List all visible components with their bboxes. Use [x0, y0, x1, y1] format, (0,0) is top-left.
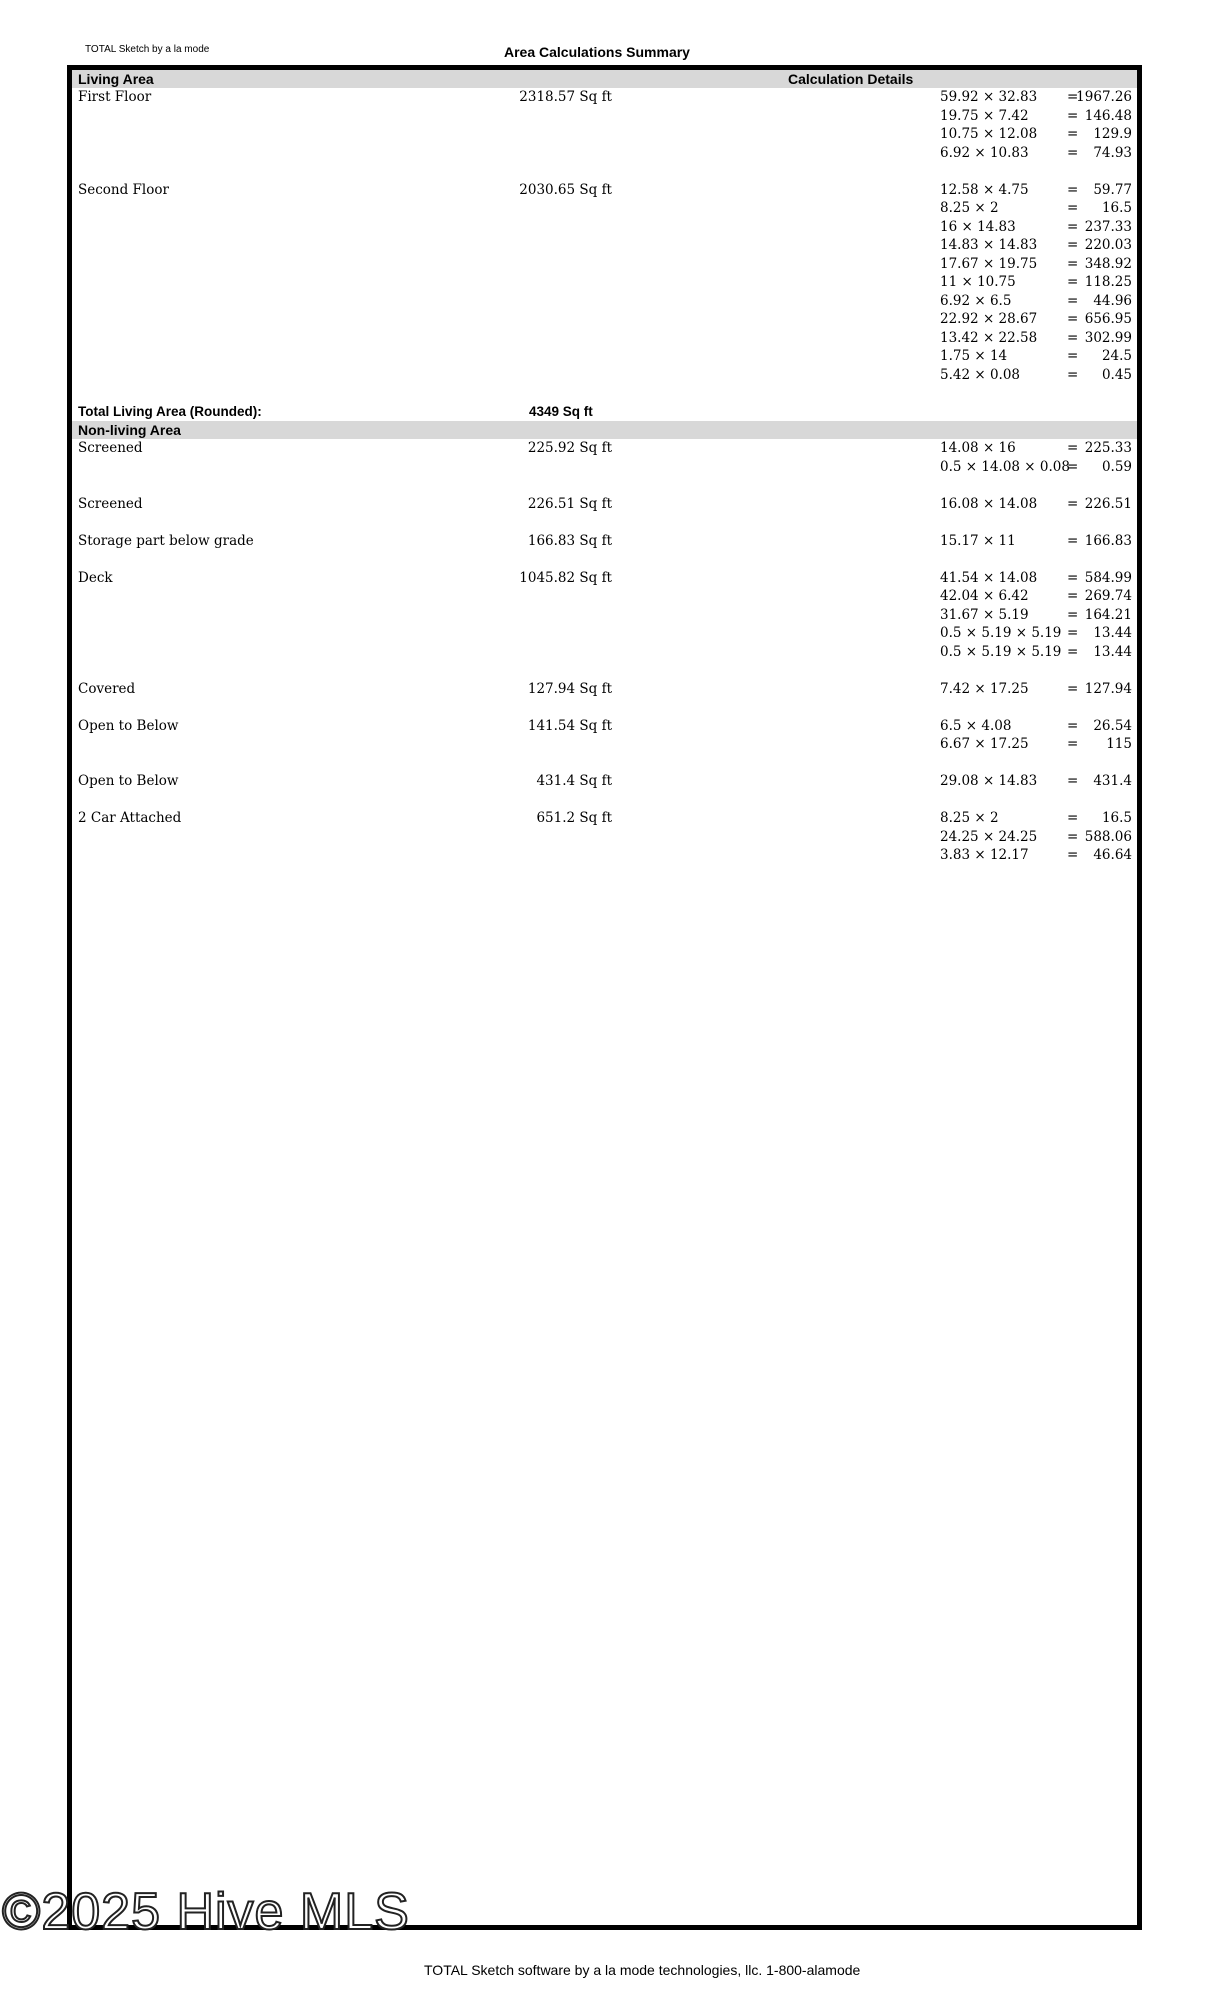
calculation-expression: 24.25 × 24.25	[940, 828, 1038, 845]
calculation-line	[940, 199, 1135, 218]
mls-watermark: ©2025 Hive MLS	[2, 1883, 410, 1941]
calculation-expression: 13.42 × 22.58	[940, 329, 1038, 346]
calculation-details	[940, 680, 1135, 699]
calculation-line	[940, 495, 1135, 514]
calculation-result: 24.5	[1101, 348, 1132, 364]
equals-sign: =	[1067, 181, 1079, 198]
calculation-line	[940, 643, 1135, 662]
area-row	[72, 717, 1137, 773]
area-name: Screened	[78, 440, 143, 456]
total-living-row	[72, 403, 1137, 422]
equals-sign: =	[1067, 144, 1079, 161]
area-name: Storage part below grade	[78, 532, 254, 549]
equals-sign: =	[1067, 255, 1079, 272]
calculation-result: 0.45	[1101, 366, 1132, 383]
calculation-details	[940, 439, 1135, 476]
calculation-expression: 22.92 × 28.67	[940, 311, 1038, 327]
equals-sign: =	[1067, 773, 1079, 789]
living-area-label: Living Area	[78, 71, 154, 87]
calculation-result: 269.74	[1084, 588, 1132, 604]
calculation-line	[940, 144, 1135, 163]
equals-sign: =	[1067, 440, 1079, 456]
calculation-details	[940, 532, 1135, 551]
calculation-line	[940, 310, 1135, 329]
nonliving-area-label: Non-living Area	[78, 422, 181, 438]
area-name: Deck	[78, 569, 113, 586]
equals-sign: =	[1067, 366, 1079, 383]
calculation-line	[940, 846, 1135, 865]
calculation-result: 220.03	[1084, 237, 1132, 253]
calculation-expression: 59.92 × 32.83	[940, 89, 1038, 105]
calculation-line	[940, 587, 1135, 606]
calculation-line	[940, 236, 1135, 255]
equals-sign: =	[1067, 532, 1079, 549]
calculation-line	[940, 218, 1135, 237]
area-row	[72, 532, 1137, 569]
calculation-expression: 8.25 × 2	[940, 200, 999, 216]
equals-sign: =	[1067, 348, 1079, 364]
equals-sign: =	[1067, 329, 1079, 346]
calculation-expression: 16.08 × 14.08	[940, 495, 1038, 512]
calculation-details	[940, 569, 1135, 662]
calculation-line	[940, 717, 1135, 736]
calculation-result: 302.99	[1084, 329, 1132, 346]
calculation-expression: 29.08 × 14.83	[940, 773, 1038, 789]
footer-credit: TOTAL Sketch software by a la mode technologies, llc. 1-800-alamode	[424, 1962, 861, 1978]
calculation-result: 118.25	[1084, 274, 1132, 290]
area-value: 226.51 Sq ft	[527, 495, 612, 512]
equals-sign: =	[1067, 237, 1079, 253]
area-name: Covered	[78, 680, 136, 697]
calculation-details	[940, 772, 1135, 791]
calculation-expression: 0.5 × 5.19 × 5.19	[940, 643, 1062, 660]
equals-sign: =	[1067, 847, 1079, 863]
calculation-expression: 6.67 × 17.25	[940, 736, 1029, 752]
calculation-result: 225.33	[1084, 440, 1132, 456]
calculation-expression: 11 × 10.75	[940, 274, 1016, 290]
calculation-result: 115	[1106, 736, 1132, 752]
calculation-result: 164.21	[1084, 606, 1132, 623]
calculation-line	[940, 255, 1135, 274]
calculation-result: 16.5	[1101, 810, 1132, 826]
calculation-expression: 3.83 × 12.17	[940, 847, 1029, 863]
calculation-line	[940, 125, 1135, 144]
area-name: Open to Below	[78, 773, 179, 789]
area-row	[72, 181, 1137, 403]
equals-sign: =	[1067, 625, 1079, 641]
calculation-expression: 17.67 × 19.75	[940, 255, 1038, 272]
calculation-result: 13.44	[1093, 643, 1132, 660]
area-value: 127.94 Sq ft	[527, 680, 612, 697]
calculation-result: 588.06	[1084, 828, 1132, 845]
area-value: 141.54 Sq ft	[527, 717, 612, 734]
area-value: 2030.65 Sq ft	[519, 181, 612, 198]
calculation-result: 74.93	[1093, 144, 1132, 161]
calculation-result: 431.4	[1093, 773, 1132, 789]
calculation-expression: 14.08 × 16	[940, 440, 1016, 456]
living-area-rows	[72, 88, 1137, 403]
area-name: Screened	[78, 495, 143, 512]
calculation-result: 226.51	[1084, 495, 1132, 512]
area-name: Second Floor	[78, 181, 169, 198]
equals-sign: =	[1067, 458, 1079, 475]
calculation-expression: 16 × 14.83	[940, 218, 1016, 235]
calculation-line	[940, 735, 1135, 754]
calculation-result: 129.9	[1093, 126, 1132, 142]
calculation-details	[940, 809, 1135, 865]
calculation-details-label: Calculation Details	[788, 71, 914, 87]
equals-sign: =	[1067, 569, 1079, 586]
calculation-details	[940, 181, 1135, 385]
area-row	[72, 88, 1137, 181]
calculation-line	[940, 273, 1135, 292]
equals-sign: =	[1067, 495, 1079, 512]
area-name: First Floor	[78, 89, 152, 105]
equals-sign: =	[1067, 311, 1079, 327]
calculation-result: 16.5	[1101, 200, 1132, 216]
calculation-expression: 0.5 × 5.19 × 5.19	[940, 625, 1062, 641]
equals-sign: =	[1067, 717, 1079, 734]
equals-sign: =	[1067, 736, 1079, 752]
area-value: 225.92 Sq ft	[527, 440, 612, 456]
equals-sign: =	[1067, 274, 1079, 290]
living-area-header	[72, 70, 1137, 88]
nonliving-area-header	[72, 421, 1137, 439]
calculation-details	[940, 88, 1135, 162]
equals-sign: =	[1067, 643, 1079, 660]
equals-sign: =	[1067, 680, 1079, 697]
calculation-line	[940, 439, 1135, 458]
equals-sign: =	[1067, 107, 1079, 124]
calculation-line	[940, 532, 1135, 551]
calculation-result: 584.99	[1084, 569, 1132, 586]
calculation-line	[940, 828, 1135, 847]
equals-sign: =	[1067, 292, 1079, 309]
calculation-result: 46.64	[1093, 847, 1132, 863]
calculation-result: 127.94	[1084, 680, 1132, 697]
calculation-expression: 6.5 × 4.08	[940, 717, 1012, 734]
calculation-result: 0.59	[1101, 458, 1132, 475]
calculation-line	[940, 624, 1135, 643]
area-row	[72, 680, 1137, 717]
total-living-label: Total Living Area (Rounded):	[78, 403, 262, 419]
calculation-line	[940, 107, 1135, 126]
equals-sign: =	[1067, 828, 1079, 845]
nonliving-area-rows	[72, 439, 1137, 865]
calculation-expression: 42.04 × 6.42	[940, 588, 1029, 604]
equals-sign: =	[1067, 218, 1079, 235]
equals-sign: =	[1067, 89, 1079, 105]
calculation-result: 44.96	[1093, 292, 1132, 309]
calculation-expression: 8.25 × 2	[940, 810, 999, 826]
calculation-expression: 1.75 × 14	[940, 348, 1008, 364]
calculation-expression: 6.92 × 10.83	[940, 144, 1029, 161]
calculations-table	[72, 70, 1137, 865]
area-row	[72, 495, 1137, 532]
area-value: 166.83 Sq ft	[527, 532, 612, 549]
area-row	[72, 439, 1137, 495]
area-row	[72, 809, 1137, 865]
calculation-expression: 31.67 × 5.19	[940, 606, 1029, 623]
equals-sign: =	[1067, 588, 1079, 604]
calculation-details	[940, 495, 1135, 514]
calculation-result: 237.33	[1084, 218, 1132, 235]
calculation-result: 13.44	[1093, 625, 1132, 641]
calculation-line	[940, 809, 1135, 828]
calculation-result: 59.77	[1093, 181, 1132, 198]
area-name: Open to Below	[78, 717, 179, 734]
calculation-result: 1967.26	[1076, 89, 1132, 105]
area-value: 651.2 Sq ft	[536, 810, 612, 826]
calculation-expression: 15.17 × 11	[940, 532, 1016, 549]
equals-sign: =	[1067, 200, 1079, 216]
calculation-line	[940, 569, 1135, 588]
calculation-result: 146.48	[1084, 107, 1132, 124]
calculation-details	[940, 717, 1135, 754]
equals-sign: =	[1067, 810, 1079, 826]
calculation-line	[940, 292, 1135, 311]
calculation-line	[940, 181, 1135, 200]
area-row	[72, 569, 1137, 680]
page-title: Area Calculations Summary	[504, 44, 690, 60]
area-value: 431.4 Sq ft	[536, 773, 612, 789]
calculation-expression: 5.42 × 0.08	[940, 366, 1021, 383]
calculation-line	[940, 329, 1135, 348]
area-name: 2 Car Attached	[78, 810, 182, 826]
calculation-expression: 10.75 × 12.08	[940, 126, 1038, 142]
calculation-line	[940, 347, 1135, 366]
calculation-line	[940, 366, 1135, 385]
calculation-expression: 12.58 × 4.75	[940, 181, 1029, 198]
brand-label: TOTAL Sketch by a la mode	[85, 44, 210, 55]
calculation-expression: 14.83 × 14.83	[940, 237, 1038, 253]
calculation-line	[940, 458, 1135, 477]
total-living-value: 4349 Sq ft	[529, 403, 593, 419]
calculation-line	[940, 88, 1135, 107]
equals-sign: =	[1067, 606, 1079, 623]
calculation-line	[940, 680, 1135, 699]
calculation-result: 348.92	[1084, 255, 1132, 272]
calculation-expression: 41.54 × 14.08	[940, 569, 1038, 586]
area-value: 2318.57 Sq ft	[519, 89, 612, 105]
calculation-result: 166.83	[1084, 532, 1132, 549]
calculation-result: 26.54	[1093, 717, 1132, 734]
calculation-expression: 6.92 × 6.5	[940, 292, 1012, 309]
area-row	[72, 772, 1137, 809]
calculation-line	[940, 772, 1135, 791]
calculation-line	[940, 606, 1135, 625]
calculation-result: 656.95	[1084, 311, 1132, 327]
calculation-expression: 19.75 × 7.42	[940, 107, 1029, 124]
area-value: 1045.82 Sq ft	[519, 569, 612, 586]
calculation-expression: 0.5 × 14.08 × 0.08	[940, 458, 1070, 475]
calculation-expression: 7.42 × 17.25	[940, 680, 1029, 697]
equals-sign: =	[1067, 126, 1079, 142]
